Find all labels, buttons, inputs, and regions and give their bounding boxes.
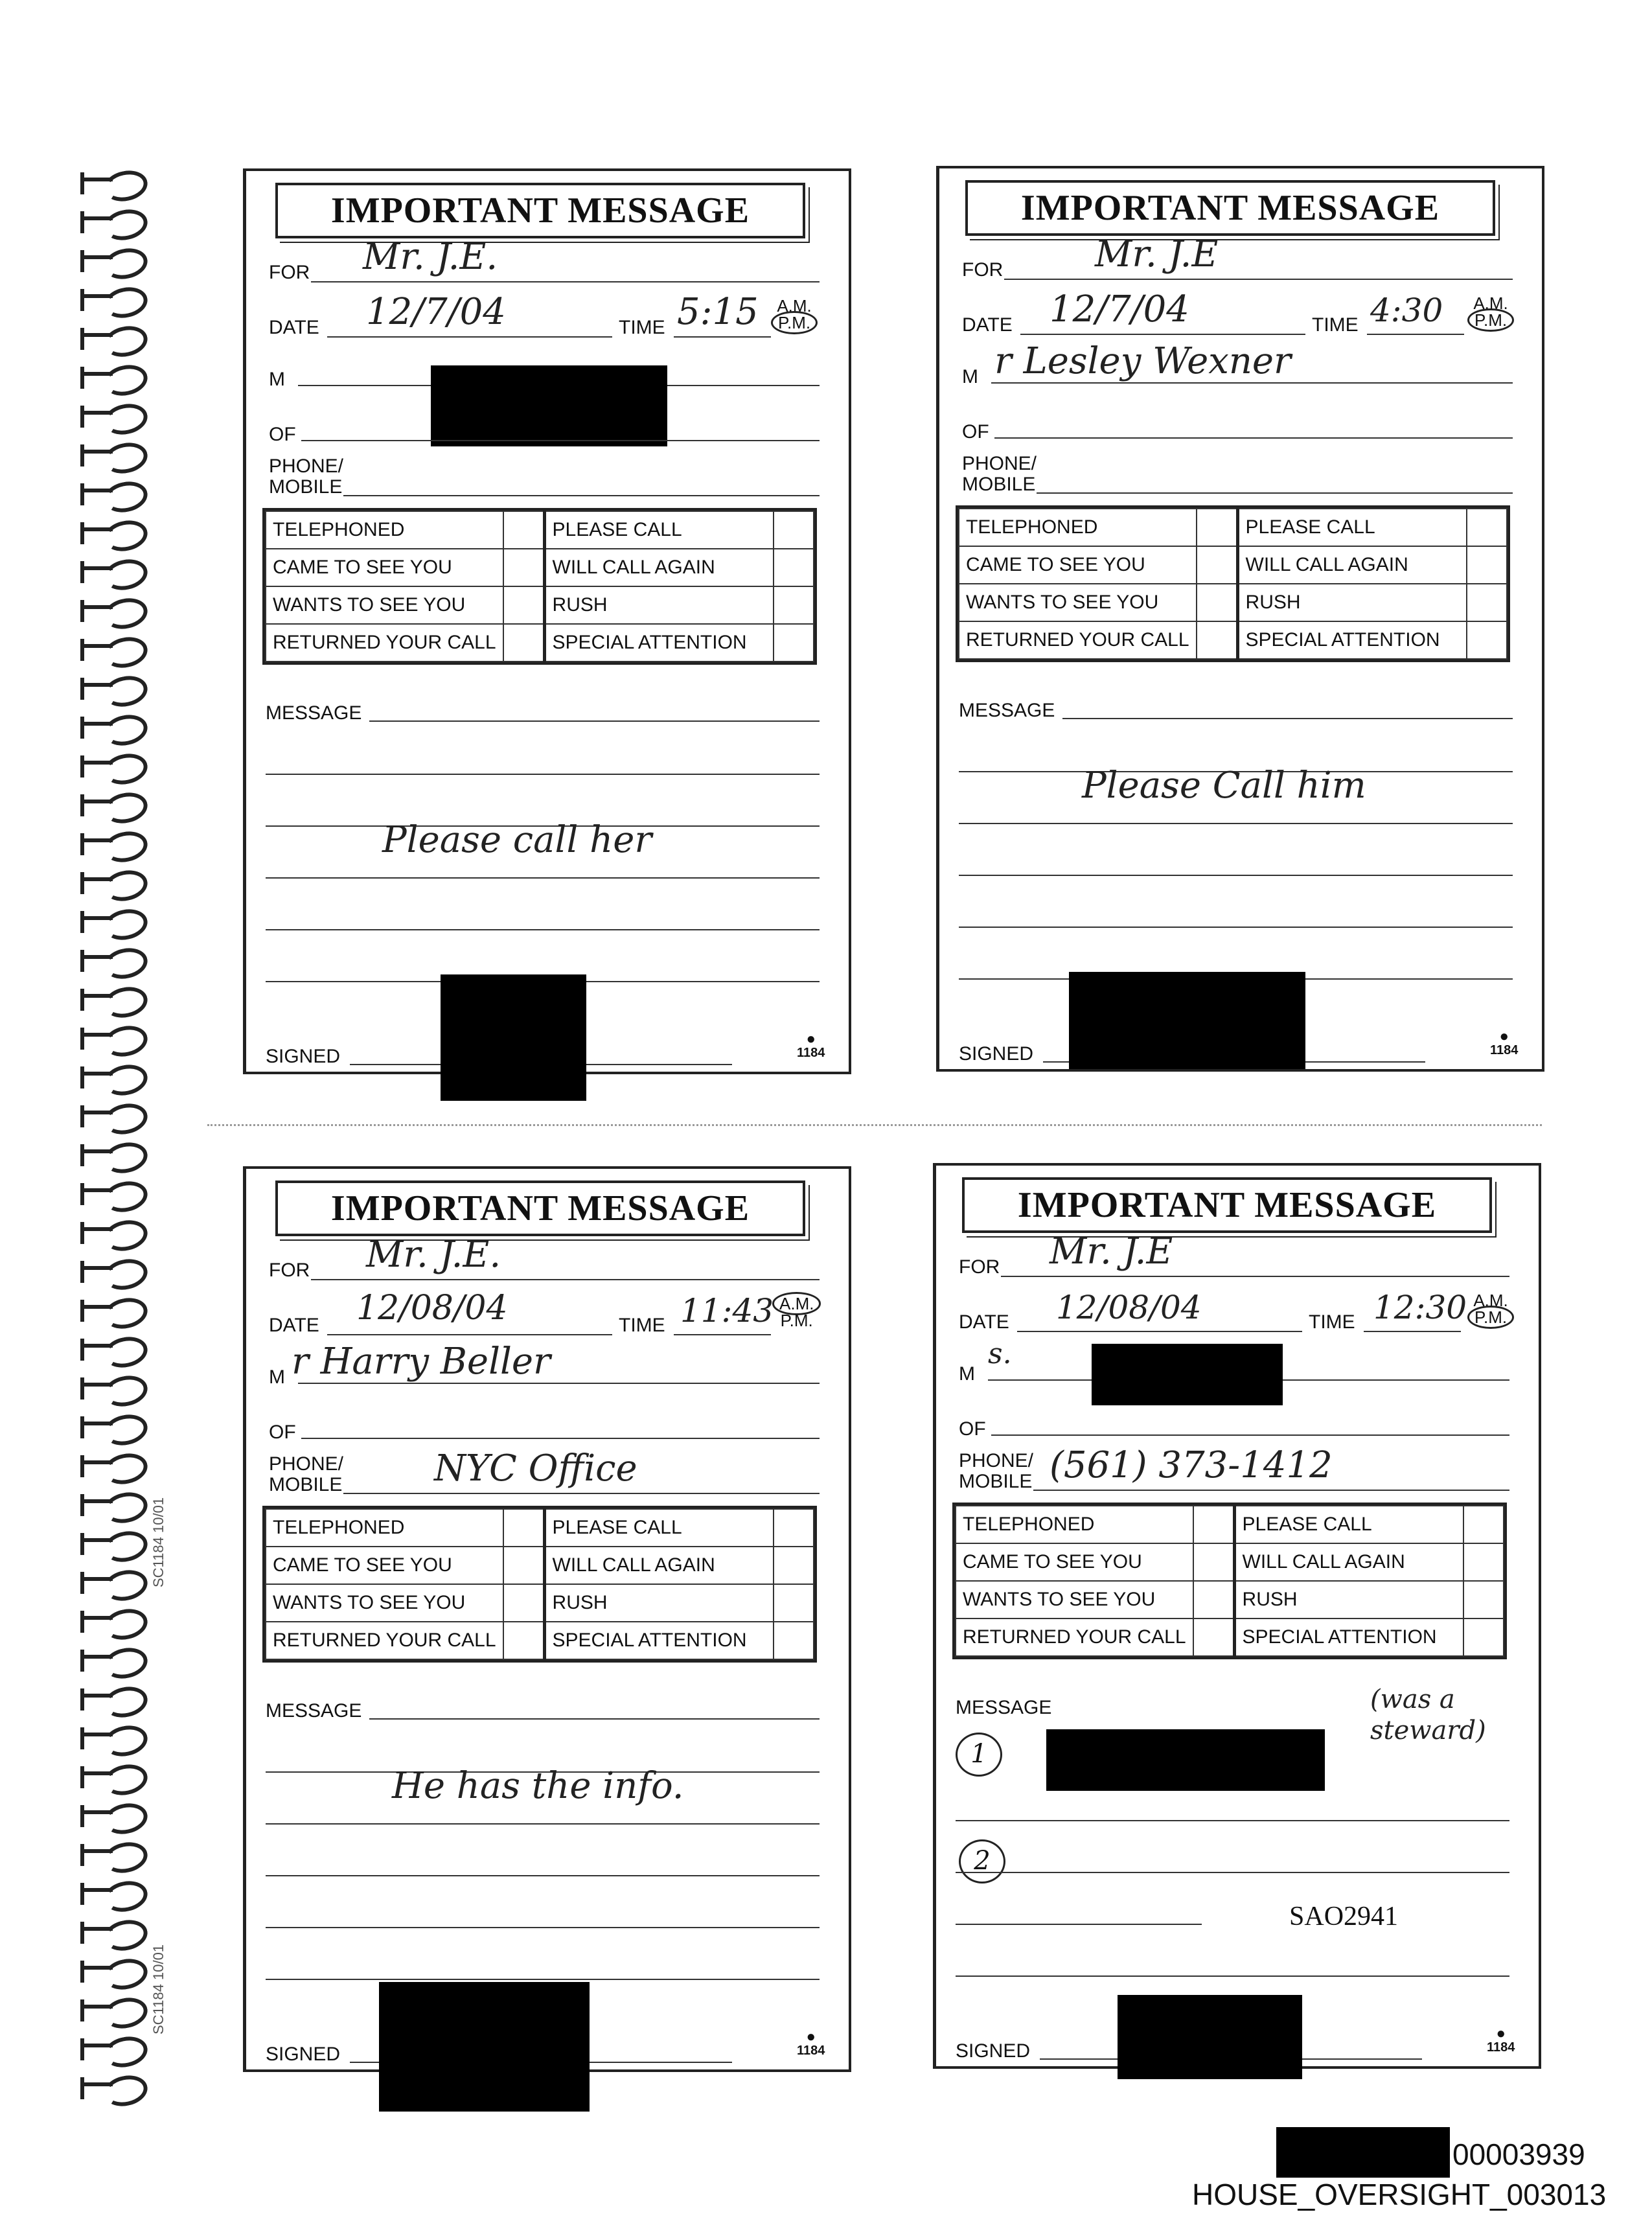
- for-label: FOR: [269, 262, 310, 283]
- am-pm: A.M. P.M.: [1467, 1292, 1514, 1326]
- phone-label: PHONE/ MOBILE: [962, 453, 1037, 495]
- card-title-box: [965, 180, 1495, 236]
- for-value: Mr. J.E.: [363, 236, 498, 278]
- spiral-coil: [78, 1451, 149, 1481]
- spiral-coil: [78, 1490, 149, 1520]
- spiral-coil: [78, 1801, 149, 1831]
- of-label: OF: [269, 424, 296, 445]
- for-value: Mr. J.E: [1095, 233, 1219, 275]
- spiral-coil: [78, 1607, 149, 1637]
- form-number: ● 1184: [1487, 2025, 1515, 2055]
- date-value: 12/7/04: [1050, 288, 1189, 330]
- message-label: MESSAGE: [266, 1700, 362, 1722]
- message-note: (was a steward): [1370, 1685, 1486, 1745]
- side-code-upper: SC1184 10/01: [150, 1497, 166, 1587]
- redaction: [1118, 1995, 1302, 2079]
- bates-number: HOUSE_OVERSIGHT_003013: [1192, 2178, 1607, 2211]
- date-label: DATE: [959, 1311, 1009, 1333]
- redaction: [431, 365, 667, 446]
- redaction: [379, 1982, 590, 2112]
- spiral-coil: [78, 985, 149, 1015]
- for-label: FOR: [269, 1260, 310, 1281]
- time-value: 4:30: [1370, 292, 1443, 329]
- spiral-coil: [78, 285, 149, 315]
- spiral-coil: [78, 1918, 149, 1948]
- am-pm: A.M. P.M.: [772, 1295, 821, 1329]
- spiral-coil: [78, 479, 149, 509]
- spiral-coil: [78, 324, 149, 354]
- spiral-coil: [78, 1529, 149, 1559]
- time-value: 5:15: [677, 291, 759, 333]
- spiral-coil: [78, 790, 149, 820]
- time-value: 11:43: [680, 1292, 774, 1330]
- spiral-coil: [78, 168, 149, 198]
- spiral-coil: [78, 246, 149, 276]
- for-label: FOR: [959, 1256, 1000, 1278]
- card-title-box: [962, 1177, 1492, 1233]
- signed-label: SIGNED: [266, 1046, 341, 1067]
- message-card-4: [933, 1163, 1541, 2069]
- form-number: ● 1184: [797, 1030, 825, 1060]
- time-label: TIME: [1312, 314, 1359, 336]
- m-label: M: [962, 366, 978, 387]
- card-title: IMPORTANT MESSAGE: [330, 1188, 750, 1228]
- message-text: Please Call him: [1082, 765, 1366, 807]
- card-title: IMPORTANT MESSAGE: [1020, 188, 1440, 228]
- spiral-coil: [78, 2073, 149, 2103]
- am-pm: A.M. P.M.: [1467, 295, 1514, 328]
- card-title-box: [275, 183, 805, 238]
- checkbox-grid: TELEPHONED PLEASE CALL CAME TO SEE YOU WILL CALL AGAIN WANTS TO SEE YOU RUSH RETURNED YOUR CALL SPECIAL ATTENTION: [262, 508, 817, 665]
- spiral-coil: [78, 674, 149, 704]
- time-label: TIME: [619, 1315, 665, 1336]
- spiral-coil: [78, 1879, 149, 1909]
- spiral-coil: [78, 1024, 149, 1054]
- spiral-coil: [78, 1063, 149, 1092]
- spiral-coil: [78, 1568, 149, 1598]
- spiral-coil: [78, 713, 149, 743]
- date-value: 12/7/04: [366, 291, 506, 333]
- date-value: 12/08/04: [1056, 1289, 1202, 1326]
- time-label: TIME: [1309, 1311, 1355, 1333]
- phone-value: NYC Office: [434, 1447, 637, 1490]
- spiral-coil: [78, 1957, 149, 1987]
- form-number: ● 1184: [797, 2028, 825, 2058]
- for-label: FOR: [962, 259, 1004, 281]
- m-value: r Lesley Wexner: [994, 340, 1291, 382]
- spiral-coil: [78, 868, 149, 898]
- spiral-coil: [78, 829, 149, 859]
- message-text: He has the info.: [392, 1765, 684, 1807]
- message-card-2: [936, 166, 1544, 1072]
- card-title: IMPORTANT MESSAGE: [1017, 1185, 1437, 1225]
- message-label: MESSAGE: [959, 700, 1055, 721]
- phone-label: PHONE/ MOBILE: [269, 455, 344, 498]
- m-label: M: [269, 1366, 285, 1388]
- spiral-coil: [78, 946, 149, 976]
- redaction: [441, 974, 586, 1101]
- spiral-coil: [78, 402, 149, 432]
- spiral-coil: [78, 1996, 149, 2025]
- phone-value: (561) 373-1412: [1050, 1444, 1333, 1486]
- spiral-coil: [78, 635, 149, 665]
- am-pm: A.M. P.M.: [771, 297, 818, 331]
- side-code-lower: SC1184 10/01: [150, 1944, 166, 2034]
- checkbox-grid: TELEPHONED PLEASE CALL CAME TO SEE YOU WILL CALL AGAIN WANTS TO SEE YOU RUSH RETURNED YOUR CALL SPECIAL ATTENTION: [262, 1506, 817, 1663]
- spiral-coil: [78, 1179, 149, 1209]
- perforation-horizontal: [207, 1124, 1542, 1126]
- message-label: MESSAGE: [956, 1697, 1052, 1718]
- message-text: Please call her: [382, 819, 652, 861]
- message-label: MESSAGE: [266, 702, 362, 724]
- stamp-code: SAO2941: [1289, 1902, 1399, 1931]
- spiral-coil: [78, 557, 149, 587]
- redaction: [1046, 1729, 1325, 1791]
- signed-label: SIGNED: [959, 1043, 1034, 1065]
- phone-label: PHONE/ MOBILE: [959, 1450, 1034, 1492]
- card-title: IMPORTANT MESSAGE: [330, 190, 750, 231]
- spiral-coil: [78, 1335, 149, 1365]
- redaction: [1092, 1344, 1283, 1405]
- spiral-coil: [78, 441, 149, 470]
- card-title-box: [275, 1181, 805, 1236]
- spiral-coil: [78, 363, 149, 393]
- checkbox-grid: TELEPHONED PLEASE CALL CAME TO SEE YOU WILL CALL AGAIN WANTS TO SEE YOU RUSH RETURNED YOUR CALL SPECIAL ATTENTION: [956, 505, 1510, 662]
- item-number-2: 2: [959, 1839, 1005, 1883]
- for-value: Mr. J.E.: [366, 1234, 501, 1276]
- spiral-coil: [78, 2034, 149, 2064]
- date-label: DATE: [269, 317, 319, 338]
- footer-number: 00003939: [1452, 2137, 1585, 2171]
- m-value: r Harry Beller: [292, 1341, 551, 1383]
- date-value: 12/08/04: [356, 1289, 508, 1328]
- spiral-coil: [78, 752, 149, 781]
- phone-label: PHONE/ MOBILE: [269, 1453, 344, 1495]
- message-card-3: [243, 1166, 851, 2072]
- form-number: ● 1184: [1490, 1028, 1519, 1057]
- checkbox-grid: TELEPHONED PLEASE CALL CAME TO SEE YOU WILL CALL AGAIN WANTS TO SEE YOU RUSH RETURNED YOUR CALL SPECIAL ATTENTION: [952, 1503, 1507, 1659]
- spiral-coil: [78, 1218, 149, 1248]
- redaction: [1069, 972, 1305, 1069]
- spiral-coil: [78, 1140, 149, 1170]
- spiral-coil: [78, 907, 149, 937]
- signed-label: SIGNED: [266, 2044, 341, 2065]
- footer-redaction: [1276, 2127, 1450, 2178]
- of-label: OF: [269, 1422, 296, 1443]
- spiral-coil: [78, 1723, 149, 1753]
- for-value: Mr. J.E: [1050, 1230, 1173, 1273]
- date-label: DATE: [269, 1315, 319, 1336]
- m-value: s.: [988, 1337, 1012, 1370]
- date-label: DATE: [962, 314, 1013, 336]
- spiral-coil: [78, 1646, 149, 1676]
- signed-label: SIGNED: [956, 2040, 1031, 2062]
- of-label: OF: [959, 1418, 986, 1440]
- of-label: OF: [962, 421, 989, 443]
- spiral-coil: [78, 1685, 149, 1714]
- spiral-coil: [78, 596, 149, 626]
- spiral-coil: [78, 1296, 149, 1326]
- time-label: TIME: [619, 317, 665, 338]
- spiral-binding: [78, 168, 155, 2125]
- spiral-coil: [78, 1762, 149, 1792]
- m-label: M: [269, 369, 285, 390]
- m-label: M: [959, 1363, 975, 1385]
- spiral-coil: [78, 1840, 149, 1870]
- spiral-coil: [78, 207, 149, 237]
- time-value: 12:30: [1373, 1289, 1467, 1326]
- item-number-1: 1: [956, 1733, 1002, 1777]
- spiral-coil: [78, 1257, 149, 1287]
- message-card-1: [243, 168, 851, 1074]
- spiral-coil: [78, 1374, 149, 1403]
- spiral-coil: [78, 518, 149, 548]
- spiral-coil: [78, 1412, 149, 1442]
- spiral-coil: [78, 1101, 149, 1131]
